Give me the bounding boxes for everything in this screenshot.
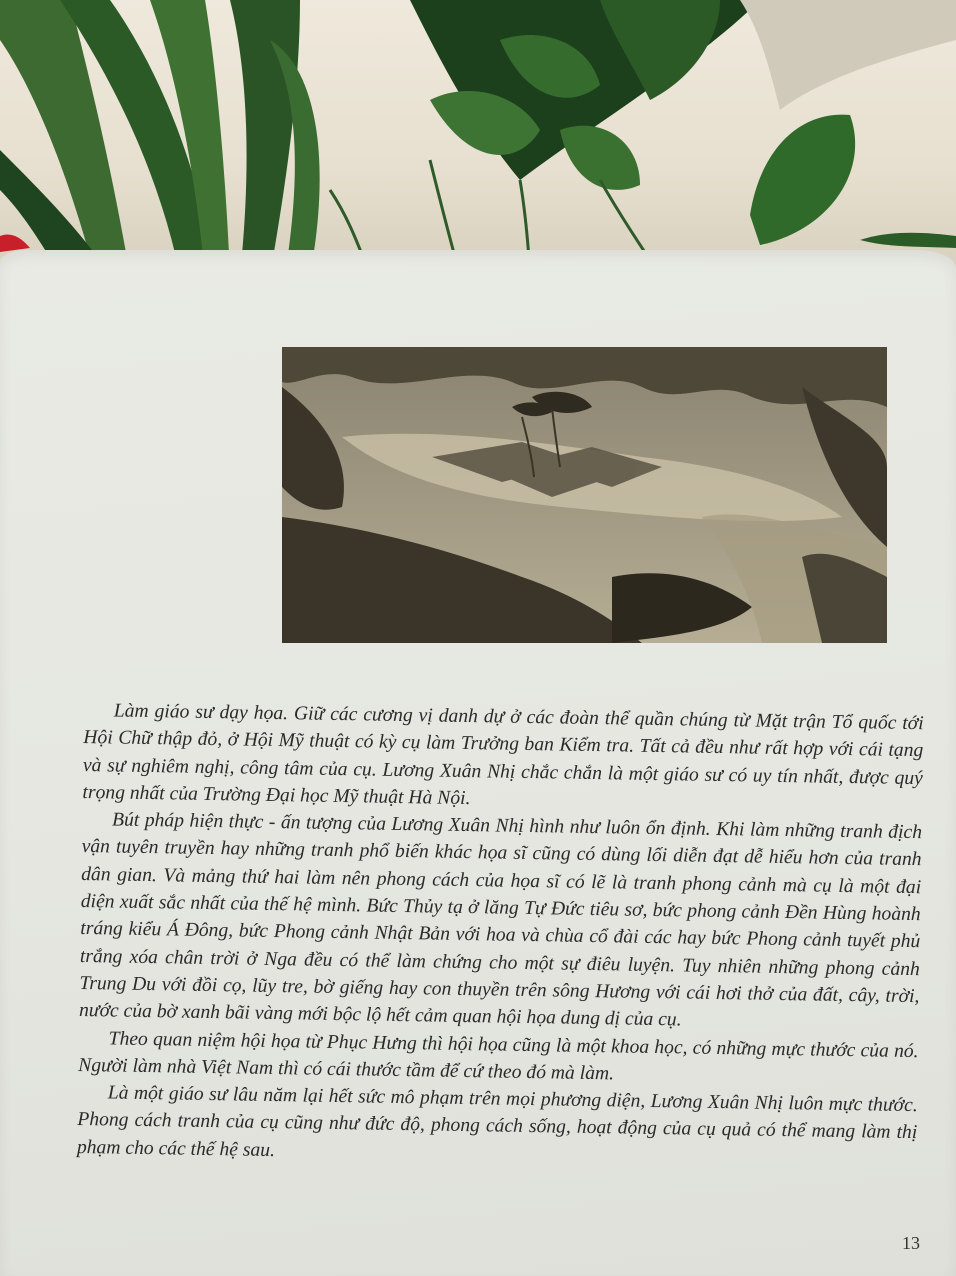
painting-landscape-icon	[282, 347, 887, 643]
book-page	[0, 250, 956, 1276]
page-number: 13	[902, 1233, 920, 1253]
paragraph-1: Làm giáo sư dạy họa. Giữ các cương vị danh dự ở các đoàn thể quần chúng từ Mặt trận Tổ quốc tới Hội Chữ thập đỏ, ở Hội Mỹ thuật có kỳ cụ làm Trưởng ban Kiểm tra. Tất cả đều như rất hợp với cái tạng và sự nghiêm nghị, công tâm của cụ. Lương Xuân Nhị chắc chắn là một giáo sư có uy tín nhất, được quý trọng nhất của Trường Đại học Mỹ thuật Hà Nội.	[82, 700, 924, 809]
paragraph-3: Theo quan niệm hội họa từ Phục Hưng thì hội họa cũng là một khoa học, có những mực thước của nó. Người làm nhà Việt Nam thì có cái thước tầm để cứ theo đó mà làm.	[78, 1027, 919, 1085]
body-text	[77, 697, 924, 1174]
house-plant-image	[0, 0, 956, 275]
painting-illustration	[282, 347, 887, 643]
paragraph-2: Bút pháp hiện thực - ấn tượng của Lương Xuân Nhị hình như luôn ổn định. Khi làm những tranh địch vận tuyên truyền hay những tranh phổ biến khác họa sĩ cũng có dùng lối diễn đạt dễ hiểu hơn của tranh dân gian. Và mảng thứ hai làm nên phong cách của họa sĩ có lẽ là tranh phong cảnh mà cụ là một đại diện xuất sắc nhất của thế hệ mình. Bức Thủy tạ ở lăng Tự Đức tiêu sơ, bức phong cảnh Đền Hùng hoành tráng kiểu Á Đông, bức Phong cảnh Nhật Bản với hoa và chùa cổ đài các hay bức Phong cảnh tuyết phủ trắng xóa chân trời ở Nga đều có thể làm chứng cho một sự điêu luyện. Tuy nhiên những phong cảnh Trung Du với đồi cọ, lũy tre, bờ giếng hay con thuyền trên sông Hương với cái hơi thở của đất, cây, trời, nước của bờ xanh bãi vàng mới bộc lộ hết cảm quan hội họa dung dị của cụ.	[78, 809, 923, 1031]
paragraph-4: Là một giáo sư lâu năm lại hết sức mô phạm trên mọi phương diện, Lương Xuân Nhị luôn mực thước. Phong cách tranh của cụ cũng như đức độ, phong cách sống, hoạt động của cụ quả có thể mang làm thị phạm cho các thế hệ sau.	[76, 1082, 918, 1161]
